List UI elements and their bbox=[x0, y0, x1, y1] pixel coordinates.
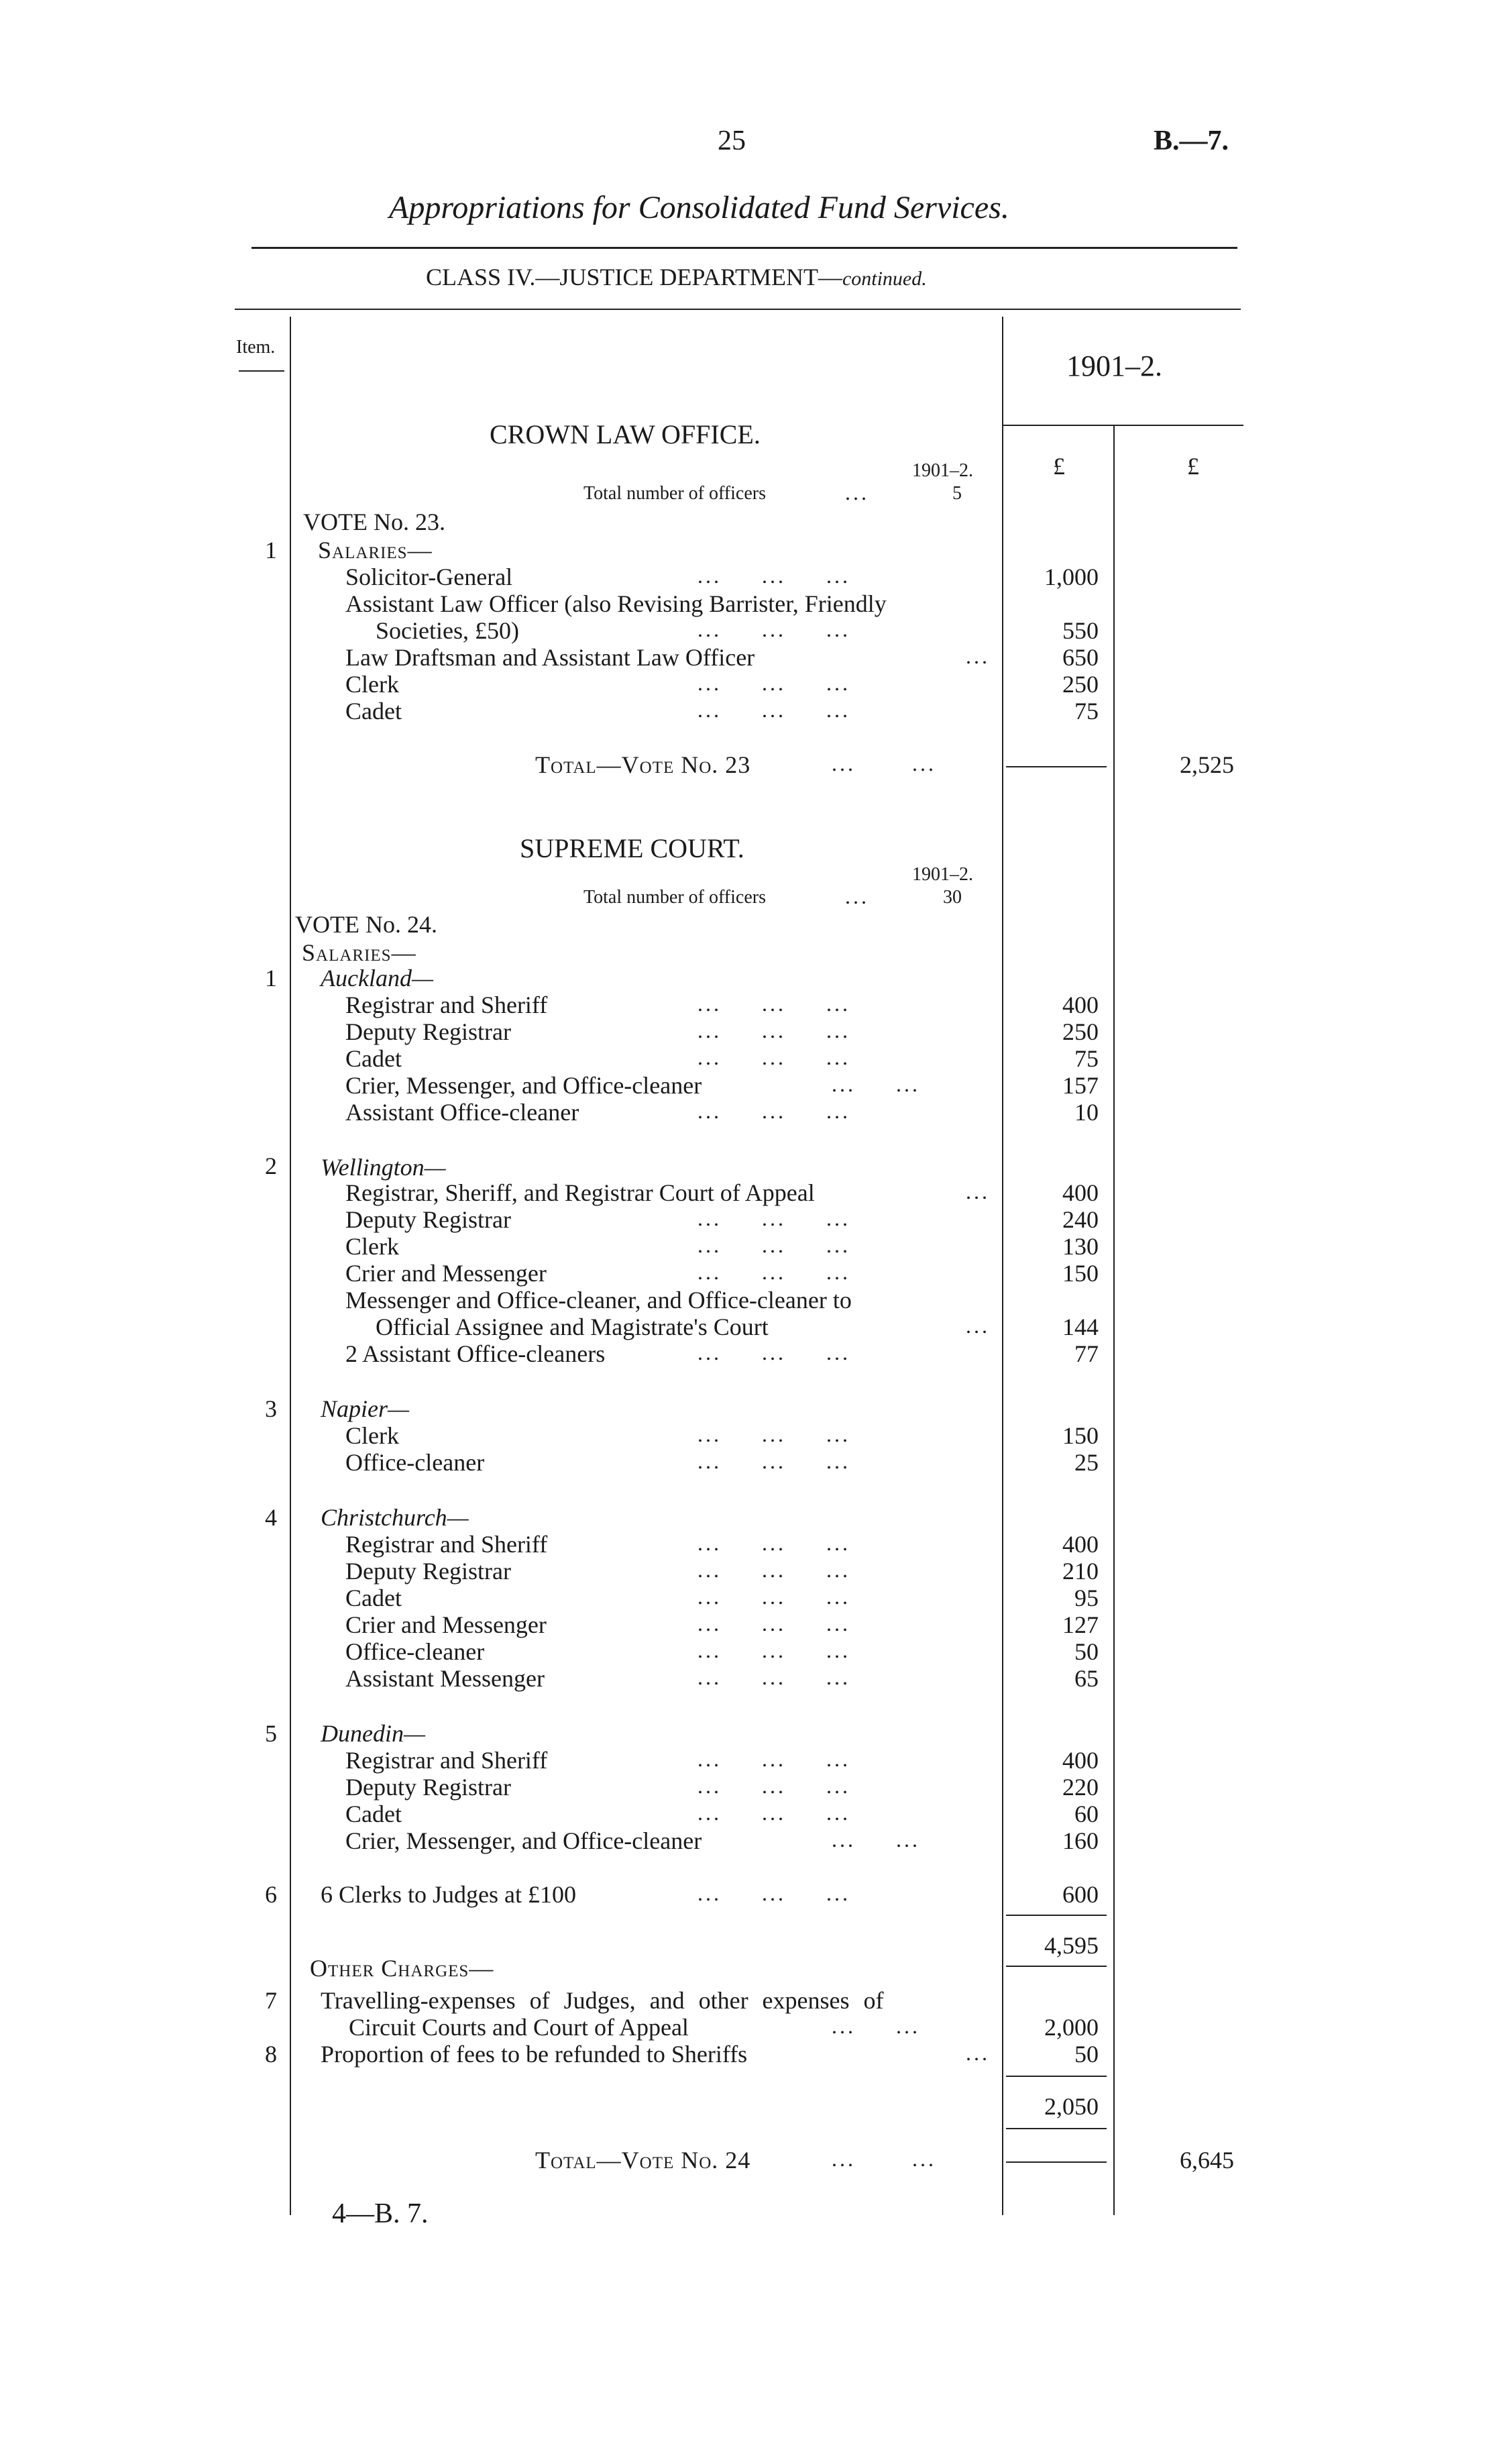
christchurch-row-label: Office-cleaner bbox=[345, 1638, 485, 1665]
crown-row-label: Cadet bbox=[345, 698, 402, 725]
item-number: 5 bbox=[265, 1720, 277, 1747]
total-rule bbox=[1006, 2161, 1107, 2163]
napier-row-amount: 150 bbox=[1062, 1422, 1099, 1449]
dot-leader: ... ... ... bbox=[698, 1747, 850, 1771]
header-rule-2 bbox=[235, 309, 1241, 310]
dot-leader: ... ... ... bbox=[698, 1045, 850, 1069]
auckland-row-amount: 157 bbox=[1062, 1072, 1099, 1099]
dot-leader: ... ... ... bbox=[698, 617, 850, 641]
crown-law-heading: CROWN LAW OFFICE. bbox=[490, 419, 761, 449]
christchurch-row-amount: 210 bbox=[1062, 1558, 1099, 1585]
year-rule bbox=[1002, 425, 1243, 426]
amount-column-rule-1 bbox=[1002, 317, 1003, 2215]
dot-leader: ... ... ... bbox=[698, 1099, 850, 1123]
item-header-underline bbox=[239, 370, 284, 372]
dot-leader: ... ... ... bbox=[698, 1611, 850, 1636]
dot-leader: ... ... bbox=[832, 1072, 920, 1096]
auckland-row-label: Deputy Registrar bbox=[345, 1018, 511, 1045]
clerks-amount: 600 bbox=[1062, 1881, 1099, 1908]
district-wellington: Wellington— bbox=[321, 1154, 446, 1181]
dot-leader: ... ... ... bbox=[698, 1801, 850, 1825]
subtotal-rule bbox=[1006, 2076, 1107, 2077]
auckland-row-label: Assistant Office-cleaner bbox=[345, 1099, 579, 1126]
christchurch-row-label: Deputy Registrar bbox=[345, 1558, 511, 1585]
item-column-rule bbox=[290, 317, 291, 2215]
supreme-officers-label: Total number of officers bbox=[583, 887, 766, 908]
class-continued: continued. bbox=[842, 268, 927, 290]
wellington-row-amount: 150 bbox=[1062, 1260, 1099, 1287]
district-auckland: Auckland— bbox=[321, 965, 433, 992]
dot-leader: ... bbox=[966, 1179, 990, 1203]
dot-leader: ... bbox=[845, 480, 869, 504]
dot-leader: ... bbox=[966, 2041, 990, 2065]
item-number: 8 bbox=[265, 2041, 277, 2068]
christchurch-row-amount: 65 bbox=[1074, 1665, 1099, 1692]
dunedin-row-amount: 160 bbox=[1062, 1827, 1099, 1854]
travel-label: Travelling-expenses of Judges, and other expenses of bbox=[321, 1987, 884, 2014]
fees-label: Proportion of fees to be refunded to Sheriffs bbox=[321, 2041, 748, 2068]
crown-officers-label: Total number of officers bbox=[583, 483, 766, 504]
dot-leader: ... ... ... bbox=[698, 564, 850, 588]
footer-signature: 4—B. 7. bbox=[332, 2198, 429, 2229]
wellington-row-label: Official Assignee and Magistrate's Court bbox=[376, 1314, 769, 1340]
crown-row-amount: 650 bbox=[1062, 644, 1099, 671]
dot-leader: ... ... ... bbox=[698, 1638, 850, 1662]
dot-leader: ... ... ... bbox=[698, 1233, 850, 1257]
auckland-row-amount: 75 bbox=[1074, 1045, 1099, 1072]
christchurch-row-label: Registrar and Sheriff bbox=[345, 1531, 548, 1558]
dot-leader: ... ... ... bbox=[698, 671, 850, 695]
dot-leader: ... ... ... bbox=[698, 698, 850, 722]
page-title: Appropriations for Consolidated Fund Services. bbox=[389, 190, 1009, 225]
salaries-subtotal: 4,595 bbox=[1044, 1932, 1099, 1959]
dunedin-row-amount: 60 bbox=[1074, 1801, 1099, 1827]
christchurch-row-label: Cadet bbox=[345, 1585, 402, 1611]
district-dunedin: Dunedin— bbox=[321, 1720, 425, 1747]
dot-leader: ... ... ... bbox=[698, 1422, 850, 1446]
dot-leader: ... ... ... bbox=[698, 1340, 850, 1364]
subtotal-rule bbox=[1006, 1966, 1107, 1967]
vote-24-heading: VOTE No. 24. bbox=[295, 911, 437, 938]
dunedin-row-amount: 220 bbox=[1062, 1774, 1099, 1801]
header-rule bbox=[252, 247, 1237, 249]
dunedin-row-label: Registrar and Sheriff bbox=[345, 1747, 548, 1774]
napier-row-amount: 25 bbox=[1074, 1449, 1099, 1476]
dot-leader: ... ... bbox=[832, 2014, 920, 2038]
crown-row-amount: 75 bbox=[1074, 698, 1099, 725]
year-column-header: 1901–2. bbox=[1066, 350, 1162, 382]
dot-leader: ... ... ... bbox=[698, 1558, 850, 1582]
pound-column-2: £ bbox=[1187, 453, 1199, 480]
dot-leader: ... ... ... bbox=[698, 1665, 850, 1689]
district-christchurch: Christchurch— bbox=[321, 1504, 469, 1531]
crown-officers-count: 5 bbox=[952, 483, 962, 504]
dot-leader: ... ... ... bbox=[698, 1774, 850, 1798]
subtotal-rule bbox=[1006, 2128, 1107, 2129]
item-number: 3 bbox=[265, 1395, 277, 1422]
salaries-heading: Salaries— bbox=[318, 537, 433, 564]
document-reference: B.—7. bbox=[1154, 125, 1229, 156]
dot-leader: ... ... ... bbox=[698, 1531, 850, 1555]
auckland-row-amount: 250 bbox=[1062, 1018, 1099, 1045]
supreme-court-heading: SUPREME COURT. bbox=[520, 833, 744, 863]
item-number: 1 bbox=[265, 965, 277, 992]
christchurch-row-amount: 50 bbox=[1074, 1638, 1099, 1665]
item-number: 4 bbox=[265, 1504, 277, 1531]
auckland-row-amount: 400 bbox=[1062, 992, 1099, 1018]
auckland-row-label: Cadet bbox=[345, 1045, 402, 1072]
dot-leader: ... bbox=[966, 1314, 990, 1338]
napier-row-label: Clerk bbox=[345, 1422, 399, 1449]
dot-leader: ... ... ... bbox=[698, 1018, 850, 1042]
auckland-row-label: Registrar and Sheriff bbox=[345, 992, 548, 1018]
fees-amount: 50 bbox=[1074, 2041, 1099, 2068]
district-napier: Napier— bbox=[321, 1395, 410, 1422]
vote-24-total: 6,645 bbox=[1180, 2147, 1234, 2174]
wellington-row-label: Messenger and Office-cleaner, and Office-cleaner to bbox=[345, 1287, 852, 1314]
wellington-row-amount: 400 bbox=[1062, 1179, 1099, 1206]
item-number: 6 bbox=[265, 1881, 277, 1908]
christchurch-row-label: Crier and Messenger bbox=[345, 1611, 547, 1638]
napier-row-label: Office-cleaner bbox=[345, 1449, 485, 1476]
dot-leader: ... ... ... bbox=[698, 1449, 850, 1473]
christchurch-row-amount: 127 bbox=[1062, 1611, 1099, 1638]
dot-leader: ... ... bbox=[832, 751, 936, 775]
vote-23-total-label: Total—Vote No. 23 bbox=[535, 751, 751, 778]
crown-row-label: Societies, £50) bbox=[376, 617, 519, 644]
auckland-row-label: Crier, Messenger, and Office-cleaner bbox=[345, 1072, 702, 1099]
crown-year: 1901–2. bbox=[912, 460, 973, 481]
dot-leader: ... ... bbox=[832, 2147, 936, 2171]
supreme-officers-count: 30 bbox=[943, 887, 962, 908]
travel-label-continued: Circuit Courts and Court of Appeal bbox=[349, 2014, 689, 2041]
dot-leader: ... bbox=[966, 644, 990, 668]
item-column-header: Item. bbox=[236, 337, 276, 358]
subtotal-rule bbox=[1006, 1915, 1107, 1916]
class-heading bbox=[426, 263, 927, 291]
wellington-row-amount: 130 bbox=[1062, 1233, 1099, 1260]
wellington-row-label: Clerk bbox=[345, 1233, 399, 1260]
item-number: 2 bbox=[265, 1153, 277, 1179]
christchurch-row-amount: 400 bbox=[1062, 1531, 1099, 1558]
other-charges-subtotal: 2,050 bbox=[1044, 2093, 1099, 2120]
class-heading-text: CLASS IV.—JUSTICE DEPARTMENT— bbox=[426, 264, 842, 290]
crown-row-label: Law Draftsman and Assistant Law Officer bbox=[345, 644, 755, 671]
crown-row-amount: 250 bbox=[1062, 671, 1099, 698]
wellington-row-amount: 77 bbox=[1074, 1340, 1099, 1367]
pound-column-1: £ bbox=[1053, 453, 1065, 480]
crown-row-label: Solicitor-General bbox=[345, 564, 513, 590]
item-number: 7 bbox=[265, 1987, 277, 2014]
dot-leader: ... ... ... bbox=[698, 1260, 850, 1284]
vote-23-heading: VOTE No. 23. bbox=[303, 508, 445, 535]
travel-amount: 2,000 bbox=[1044, 2014, 1099, 2041]
amount-column-rule-2 bbox=[1113, 426, 1115, 2215]
wellington-row-label: 2 Assistant Office-cleaners bbox=[345, 1340, 606, 1367]
dunedin-row-label: Crier, Messenger, and Office-cleaner bbox=[345, 1827, 702, 1854]
dot-leader: ... ... bbox=[832, 1827, 920, 1852]
dot-leader: ... ... ... bbox=[698, 1585, 850, 1609]
dot-leader: ... ... ... bbox=[698, 1881, 850, 1905]
crown-row-label: Assistant Law Officer (also Revising Barrister, Friendly bbox=[345, 590, 887, 617]
crown-row-label: Clerk bbox=[345, 671, 399, 698]
dot-leader: ... ... ... bbox=[698, 1206, 850, 1230]
dot-leader: ... bbox=[845, 884, 869, 908]
wellington-row-label: Deputy Registrar bbox=[345, 1206, 511, 1233]
wellington-row-amount: 240 bbox=[1062, 1206, 1099, 1233]
page-number: 25 bbox=[718, 125, 746, 156]
item-number: 1 bbox=[265, 537, 277, 564]
wellington-row-label: Registrar, Sheriff, and Registrar Court of Appeal bbox=[345, 1179, 815, 1206]
dunedin-row-label: Deputy Registrar bbox=[345, 1774, 511, 1801]
wellington-row-label: Crier and Messenger bbox=[345, 1260, 547, 1287]
dunedin-row-amount: 400 bbox=[1062, 1747, 1099, 1774]
total-rule bbox=[1006, 766, 1107, 767]
other-charges-heading: Other Charges— bbox=[310, 1955, 494, 1982]
auckland-row-amount: 10 bbox=[1074, 1099, 1099, 1126]
dunedin-row-label: Cadet bbox=[345, 1801, 402, 1827]
christchurch-row-label: Assistant Messenger bbox=[345, 1665, 545, 1692]
supreme-year: 1901–2. bbox=[912, 864, 973, 885]
vote-23-total: 2,525 bbox=[1180, 751, 1234, 778]
wellington-row-amount: 144 bbox=[1062, 1314, 1099, 1340]
clerks-label: 6 Clerks to Judges at £100 bbox=[321, 1881, 576, 1908]
salaries-heading: Salaries— bbox=[302, 939, 416, 966]
dot-leader: ... ... ... bbox=[698, 992, 850, 1016]
crown-row-amount: 1,000 bbox=[1044, 564, 1099, 590]
crown-row-amount: 550 bbox=[1062, 617, 1099, 644]
christchurch-row-amount: 95 bbox=[1074, 1585, 1099, 1611]
vote-24-total-label: Total—Vote No. 24 bbox=[535, 2147, 751, 2174]
